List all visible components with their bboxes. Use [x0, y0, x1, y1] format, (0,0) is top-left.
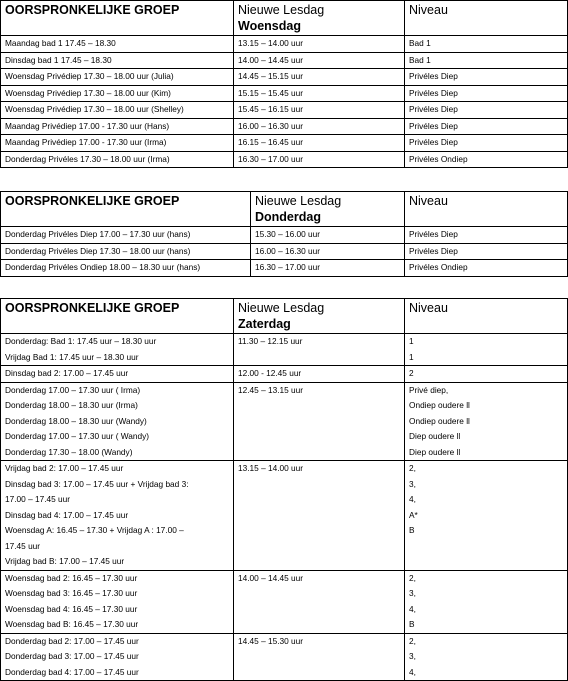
cell-line: Donderdag: Bad 1: 17.45 uur – 18.30 uur: [5, 336, 157, 346]
cell-line: Vrijdag bad B: 17.00 – 17.45 uur: [5, 556, 125, 566]
cell-line: 16.30 – 17.00 uur: [255, 262, 321, 272]
cell-line: B: [409, 525, 415, 535]
cell-line: Woensdag bad 3: 16.45 – 17.30 uur: [5, 588, 138, 598]
table-row: [1, 85, 568, 102]
cell-line: Woensdag Privédiep 17.30 – 18.00 uur (Shelley): [5, 104, 184, 114]
cell-new-time: [234, 69, 405, 86]
cell-level: [405, 260, 568, 277]
cell-line: Vrijdag bad 2: 17.00 – 17.45 uur: [5, 463, 124, 473]
table-body: [1, 36, 568, 168]
cell-level: [405, 461, 568, 571]
cell-new-time: [234, 36, 405, 53]
cell-level: [405, 85, 568, 102]
cell-original-group: [1, 69, 234, 86]
cell-level: [405, 151, 568, 168]
cell-line: Vrijdag Bad 1: 17.45 uur – 18.30 uur: [5, 351, 139, 362]
cell-line: Donderdag bad 3: 17.00 – 17.45 uur: [5, 651, 139, 661]
cell-level: [405, 366, 568, 383]
cell-line: 3,: [409, 478, 416, 489]
cell-line: 16.00 – 16.30 uur: [238, 120, 304, 131]
table-row: [1, 633, 568, 681]
header-new-day: Nieuwe Lesdag Zaterdag: [234, 299, 405, 334]
cell-new-time: [234, 151, 405, 168]
cell-level: [405, 52, 568, 69]
cell-line: Donderdag Privéles Diep 17.30 – 18.00 uur (hans): [5, 245, 191, 256]
cell-level: [405, 135, 568, 152]
cell-level: [405, 334, 568, 366]
cell-line: Woensdag Privédiep 17.30 – 18.00 uur (Julia): [5, 71, 174, 81]
cell-line: Maandag Privédiep 17.00 - 17.30 uur (Irma): [5, 137, 167, 147]
cell-level: [405, 570, 568, 633]
table-row: [1, 102, 568, 119]
table-row: [1, 36, 568, 53]
table-row: [1, 243, 568, 260]
cell-level: [405, 243, 568, 260]
cell-line: 13.15 – 14.00 uur: [238, 463, 304, 473]
cell-new-time: [234, 633, 405, 681]
cell-line: 1: [409, 351, 414, 362]
header-original-group: OORSPRONKELIJKE GROEP: [1, 192, 251, 227]
table-body: [1, 227, 568, 277]
cell-line: Donderdag Privéles Ondiep 18.00 – 18.30 uur (hans): [5, 262, 201, 272]
table-row: [1, 260, 568, 277]
cell-original-group: [1, 366, 234, 383]
cell-line: Privéles Ondiep: [409, 153, 468, 164]
cell-line: 3,: [409, 588, 416, 598]
table-row: [1, 69, 568, 86]
schedule-table-zaterdag: [0, 298, 568, 681]
cell-new-time: [251, 243, 405, 260]
cell-line: Donderdag bad 4: 17.00 – 17.45 uur: [5, 666, 139, 677]
cell-level: [405, 69, 568, 86]
cell-original-group: [1, 243, 251, 260]
table-body: [1, 334, 568, 681]
cell-line: 16.30 – 17.00 uur: [238, 153, 304, 164]
cell-new-time: [234, 382, 405, 461]
cell-line: Privéles Diep: [409, 104, 458, 114]
cell-new-time: [234, 570, 405, 633]
table-row: [1, 151, 568, 168]
cell-line: Donderdag 17.00 – 17.30 uur ( Wandy): [5, 431, 150, 441]
cell-line: Donderdag Privéles Diep 17.00 – 17.30 uur (hans): [5, 229, 191, 239]
cell-new-time: [234, 334, 405, 366]
cell-new-time: [234, 52, 405, 69]
cell-line: 2,: [409, 635, 416, 646]
table-row: [1, 135, 568, 152]
cell-line: A*: [409, 509, 418, 520]
cell-new-time: [234, 461, 405, 571]
cell-line: Woensdag bad 4: 16.45 – 17.30 uur: [5, 603, 138, 614]
cell-line: Privé diep,: [409, 384, 449, 395]
cell-line: Bad 1: [409, 38, 431, 48]
cell-line: 14.45 – 15.30 uur: [238, 635, 304, 646]
cell-line: Bad 1: [409, 54, 431, 65]
cell-line: Dinsdag bad 2: 17.00 – 17.45 uur: [5, 368, 129, 378]
cell-line: Dinsdag bad 4: 17.00 – 17.45 uur: [5, 509, 129, 520]
cell-original-group: [1, 227, 251, 244]
cell-original-group: [1, 52, 234, 69]
cell-new-time: [234, 366, 405, 383]
cell-line: Woensdag bad 2: 16.45 – 17.30 uur: [5, 572, 138, 583]
cell-line: 15.45 – 16.15 uur: [238, 104, 304, 114]
cell-line: Donderdag 17.00 – 17.30 uur ( Irma): [5, 384, 141, 395]
cell-line: B: [409, 619, 415, 629]
cell-line: 14.45 – 15.15 uur: [238, 71, 304, 81]
header-new-day: Nieuwe Lesdag Donderdag: [251, 192, 405, 227]
cell-line: Donderdag Privéles 17.30 – 18.00 uur (Irma): [5, 153, 170, 164]
cell-line: Donderdag bad 2: 17.00 – 17.45 uur: [5, 635, 139, 646]
cell-level: [405, 633, 568, 681]
cell-new-time: [251, 260, 405, 277]
cell-line: Woensdag Privédiep 17.30 – 18.00 uur (Kim): [5, 87, 171, 98]
header-level: Niveau: [405, 299, 568, 334]
cell-new-time: [234, 102, 405, 119]
cell-line: 16.15 – 16.45 uur: [238, 137, 304, 147]
cell-line: 4,: [409, 666, 416, 677]
table-header-row: [1, 192, 568, 227]
cell-line: Privéles Diep: [409, 71, 458, 81]
table-row: [1, 382, 568, 461]
cell-line: Privéles Diep: [409, 87, 458, 98]
cell-line: 16.00 – 16.30 uur: [255, 245, 321, 256]
header-level: Niveau: [405, 1, 568, 36]
cell-original-group: [1, 118, 234, 135]
cell-original-group: [1, 102, 234, 119]
table-header-row: [1, 299, 568, 334]
cell-line: 2: [409, 368, 414, 378]
cell-new-time: [234, 85, 405, 102]
cell-line: Donderdag 17.30 – 18.00 (Wandy): [5, 446, 133, 457]
cell-original-group: [1, 36, 234, 53]
cell-original-group: [1, 85, 234, 102]
cell-line: Donderdag 18.00 – 18.30 uur (Wandy): [5, 415, 147, 426]
table-header-row: [1, 1, 568, 36]
cell-new-time: [234, 118, 405, 135]
header-level: Niveau: [405, 192, 568, 227]
cell-level: [405, 227, 568, 244]
cell-line: 1: [409, 336, 414, 346]
cell-line: Privéles Diep: [409, 137, 458, 147]
cell-line: Maandag Privédiep 17.00 - 17.30 uur (Hans): [5, 120, 170, 131]
cell-line: 17.45 uur: [5, 540, 41, 551]
cell-line: Privéles Diep: [409, 229, 458, 239]
cell-line: Woensdag bad B: 16.45 – 17.30 uur: [5, 619, 139, 629]
table-row: [1, 334, 568, 366]
cell-original-group: [1, 633, 234, 681]
cell-original-group: [1, 334, 234, 366]
cell-line: 11.30 – 12.15 uur: [238, 336, 303, 346]
table-row: [1, 570, 568, 633]
cell-line: Privéles Diep: [409, 120, 458, 131]
cell-line: Ondiep oudere ll: [409, 400, 470, 410]
table-row: [1, 227, 568, 244]
cell-line: Maandag bad 1 17.45 – 18.30: [5, 38, 116, 48]
cell-line: Privéles Diep: [409, 245, 458, 256]
cell-original-group: [1, 382, 234, 461]
cell-line: 17.00 – 17.45 uur: [5, 494, 71, 504]
cell-original-group: [1, 260, 251, 277]
cell-line: Diep oudere ll: [409, 446, 461, 457]
cell-line: Dinsdag bad 1 17.45 – 18.30: [5, 54, 112, 65]
cell-line: 2,: [409, 463, 416, 473]
table-row: [1, 52, 568, 69]
cell-line: 4,: [409, 603, 416, 614]
cell-line: Woensdag A: 16.45 – 17.30 + Vrijdag A : 17.00 –: [5, 525, 184, 535]
cell-original-group: [1, 570, 234, 633]
cell-level: [405, 118, 568, 135]
table-row: [1, 461, 568, 571]
cell-new-time: [251, 227, 405, 244]
cell-level: [405, 102, 568, 119]
cell-line: Privéles Ondiep: [409, 262, 468, 272]
cell-line: 14.00 – 14.45 uur: [238, 54, 304, 65]
cell-line: 2,: [409, 572, 416, 583]
cell-line: Diep oudere ll: [409, 431, 461, 441]
cell-line: 15.30 – 16.00 uur: [255, 229, 321, 239]
cell-line: Donderdag 18.00 – 18.30 uur (Irma): [5, 400, 138, 410]
cell-line: Ondiep oudere ll: [409, 415, 470, 426]
table-row: [1, 366, 568, 383]
header-original-group: OORSPRONKELIJKE GROEP: [1, 1, 234, 36]
cell-original-group: [1, 151, 234, 168]
header-original-group: OORSPRONKELIJKE GROEP: [1, 299, 234, 334]
cell-new-time: [234, 135, 405, 152]
cell-line: 15.15 – 15.45 uur: [238, 87, 304, 98]
table-row: [1, 118, 568, 135]
header-new-day: Nieuwe Lesdag Woensdag: [234, 1, 405, 36]
cell-level: [405, 36, 568, 53]
schedule-table-woensdag: [0, 0, 568, 168]
cell-line: Dinsdag bad 3: 17.00 – 17.45 uur + Vrijdag bad 3:: [5, 478, 189, 489]
cell-line: 4,: [409, 494, 416, 504]
schedule-table-donderdag: [0, 191, 568, 277]
cell-line: 3,: [409, 651, 416, 661]
cell-level: [405, 382, 568, 461]
cell-line: 12.45 – 13.15 uur: [238, 384, 304, 395]
cell-original-group: [1, 461, 234, 571]
cell-original-group: [1, 135, 234, 152]
cell-line: 12.00 - 12.45 uur: [238, 368, 302, 378]
cell-line: 13.15 – 14.00 uur: [238, 38, 304, 48]
cell-line: 14.00 – 14.45 uur: [238, 572, 304, 583]
